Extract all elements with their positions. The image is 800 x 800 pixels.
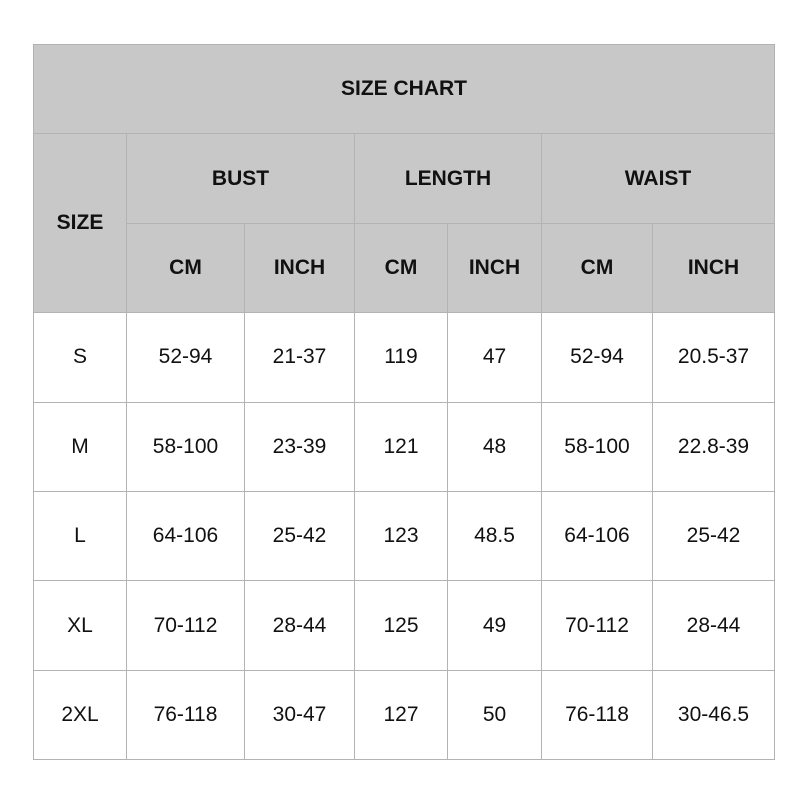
unit-header: INCH — [448, 223, 542, 312]
size-chart-table — [33, 44, 775, 760]
table-row — [34, 670, 775, 759]
table-cell: 30-47 — [245, 670, 355, 759]
table-cell: 76-118 — [127, 670, 245, 759]
table-cell: 125 — [355, 581, 448, 670]
table-cell: 21-37 — [245, 313, 355, 402]
table-cell: 47 — [448, 313, 542, 402]
table-cell: 121 — [355, 402, 448, 491]
table-cell: 23-39 — [245, 402, 355, 491]
unit-header-row — [34, 223, 775, 312]
size-label: S — [34, 313, 127, 402]
table-cell: 58-100 — [127, 402, 245, 491]
table-cell: 52-94 — [127, 313, 245, 402]
size-label: 2XL — [34, 670, 127, 759]
table-cell: 70-112 — [542, 581, 653, 670]
unit-header: CM — [127, 223, 245, 312]
size-label: L — [34, 491, 127, 580]
table-cell: 22.8-39 — [653, 402, 775, 491]
title-row — [34, 45, 775, 134]
table-cell: 25-42 — [653, 491, 775, 580]
size-label: M — [34, 402, 127, 491]
table-cell: 28-44 — [245, 581, 355, 670]
unit-header: INCH — [245, 223, 355, 312]
table-cell: 64-106 — [127, 491, 245, 580]
table-cell: 58-100 — [542, 402, 653, 491]
table-row — [34, 491, 775, 580]
table-cell: 127 — [355, 670, 448, 759]
table-cell: 25-42 — [245, 491, 355, 580]
size-label: XL — [34, 581, 127, 670]
table-row — [34, 313, 775, 402]
table-cell: 50 — [448, 670, 542, 759]
table-cell: 119 — [355, 313, 448, 402]
table-cell: 20.5-37 — [653, 313, 775, 402]
unit-header: CM — [355, 223, 448, 312]
table-cell: 28-44 — [653, 581, 775, 670]
table-cell: 76-118 — [542, 670, 653, 759]
table-cell: 48 — [448, 402, 542, 491]
table-cell: 64-106 — [542, 491, 653, 580]
table-cell: 70-112 — [127, 581, 245, 670]
table-row — [34, 402, 775, 491]
size-header: SIZE — [34, 134, 127, 313]
group-header-bust: BUST — [127, 134, 355, 223]
group-header-row — [34, 134, 775, 223]
table-row — [34, 581, 775, 670]
table-cell: 52-94 — [542, 313, 653, 402]
unit-header: INCH — [653, 223, 775, 312]
table-cell: 49 — [448, 581, 542, 670]
table-cell: 48.5 — [448, 491, 542, 580]
table-cell: 123 — [355, 491, 448, 580]
group-header-waist: WAIST — [542, 134, 775, 223]
group-header-length: LENGTH — [355, 134, 542, 223]
table-cell: 30-46.5 — [653, 670, 775, 759]
chart-title: SIZE CHART — [34, 45, 775, 134]
unit-header: CM — [542, 223, 653, 312]
